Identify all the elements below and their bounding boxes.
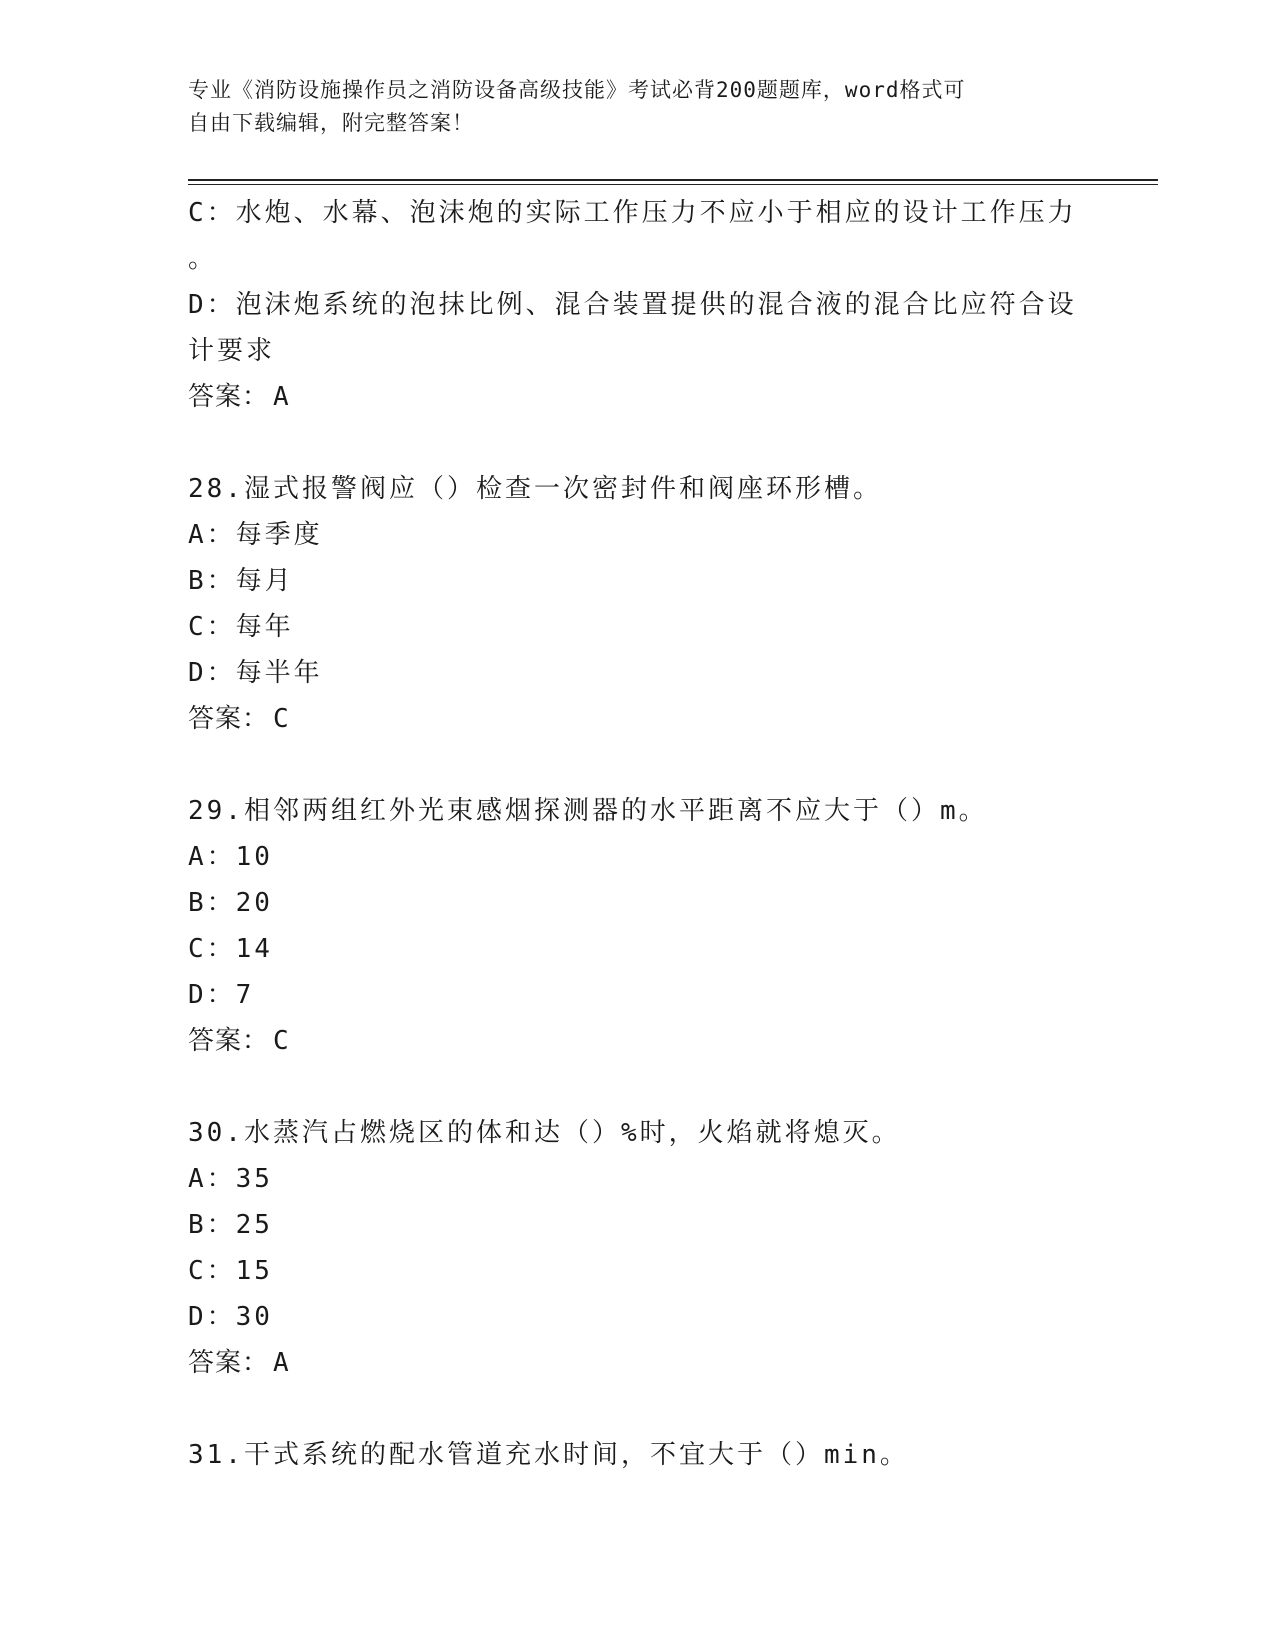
answer-row <box>188 374 1088 420</box>
answer-value: C <box>273 704 290 734</box>
question-stem: 29.相邻两组红外光束感烟探测器的水平距离不应大于（）m。 <box>188 796 988 826</box>
answer-label: 答案： <box>188 1348 270 1378</box>
option-c: C：每年 <box>188 612 294 642</box>
option-c-line-1: C：水炮、水幕、泡沫炮的实际工作压力不应小于相应的设计工作压力 <box>188 198 1077 228</box>
option-d: D：每半年 <box>188 658 323 688</box>
option-a: A：35 <box>188 1164 273 1194</box>
option-c-line-2: 。 <box>188 244 218 274</box>
option-c: C：14 <box>188 934 273 964</box>
answer-value: C <box>273 1026 290 1056</box>
header-divider-top <box>188 179 1158 181</box>
answer-row <box>188 1340 1088 1386</box>
option-d-line-2: 计要求 <box>188 336 276 366</box>
answer-value: A <box>273 1348 290 1378</box>
answer-row <box>188 696 1088 742</box>
option-a: A：每季度 <box>188 520 323 550</box>
option-b: B：25 <box>188 1210 273 1240</box>
option-c: C：15 <box>188 1256 273 1286</box>
answer-label: 答案： <box>188 704 270 734</box>
document-header <box>188 74 1088 140</box>
option-d-line-1: D：泡沫炮系统的泡抹比例、混合装置提供的混合液的混合比应符合设 <box>188 290 1077 320</box>
answer-value: A <box>273 382 290 412</box>
question-stem: 28.湿式报警阀应（）检查一次密封件和阀座环形槽。 <box>188 474 882 504</box>
answer-row <box>188 1018 1088 1064</box>
header-line-2: 自由下载编辑，附完整答案！ <box>188 111 474 135</box>
header-divider-bottom <box>188 184 1158 185</box>
option-d: D：7 <box>188 980 255 1010</box>
option-d: D：30 <box>188 1302 273 1332</box>
answer-label: 答案： <box>188 1026 270 1056</box>
option-a: A：10 <box>188 842 273 872</box>
option-b: B：每月 <box>188 566 294 596</box>
option-b: B：20 <box>188 888 273 918</box>
question-content <box>188 190 1088 1478</box>
answer-label: 答案： <box>188 382 270 412</box>
question-stem: 30.水蒸汽占燃烧区的体和达（）%时，火焰就将熄灭。 <box>188 1118 901 1148</box>
question-stem: 31.干式系统的配水管道充水时间，不宜大于（）min。 <box>188 1440 909 1470</box>
header-line-1: 专业《消防设施操作员之消防设备高级技能》考试必背200题题库，word格式可 <box>188 78 966 102</box>
